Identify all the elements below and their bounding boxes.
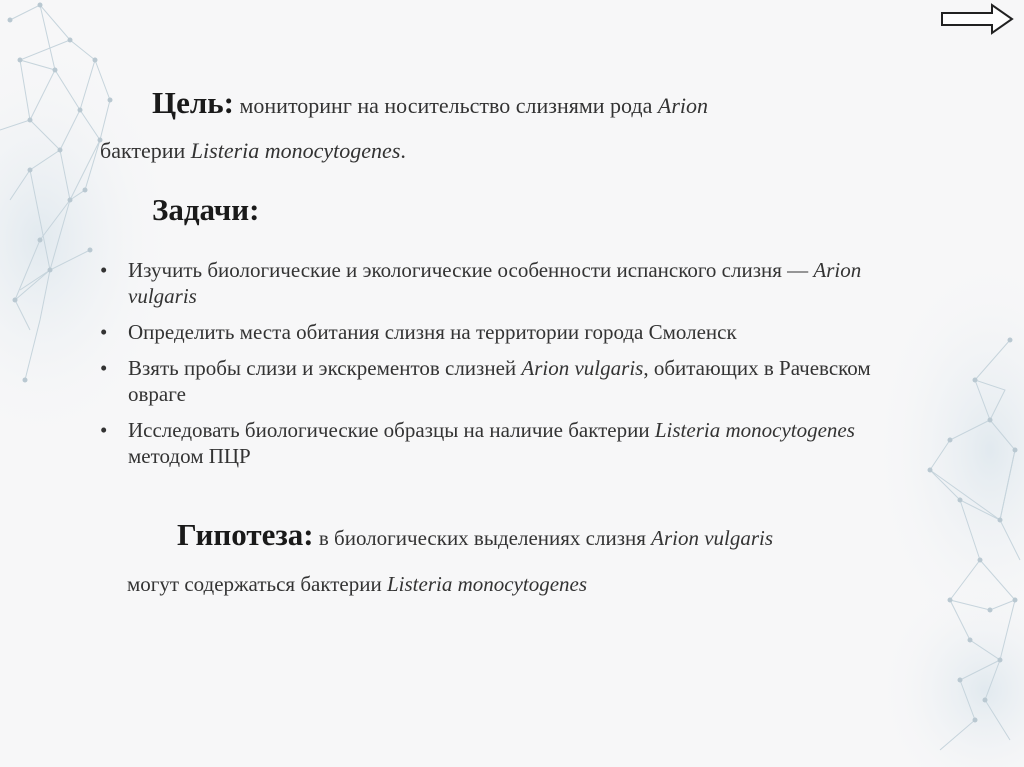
bullet: • xyxy=(100,258,108,282)
goal-species: Listeria monocytogenes xyxy=(190,138,401,163)
next-slide-button[interactable] xyxy=(940,3,1014,35)
goal-genus: Arion xyxy=(657,93,708,118)
list-item xyxy=(100,417,900,469)
task-text-2: , обитающих в Рачевском овраге xyxy=(128,356,871,406)
goal-heading: Цель: xyxy=(152,85,234,120)
tasks-list xyxy=(100,257,900,479)
task-text: Исследовать биологические образцы на наличие бактерии xyxy=(128,418,655,442)
task-text: Определить места обитания слизня на территории города Смоленск xyxy=(128,320,737,344)
bullet: • xyxy=(100,418,108,442)
tasks-heading: Задачи: xyxy=(152,192,260,227)
bullet: • xyxy=(100,356,108,380)
task-italic: Listeria monocytogenes xyxy=(654,418,855,442)
goal-text: мониторинг на носительство слизнями рода xyxy=(233,93,658,118)
list-item xyxy=(100,319,900,345)
bullet: • xyxy=(100,320,108,344)
hypothesis-paragraph xyxy=(127,512,947,607)
task-text-2: методом ПЦР xyxy=(128,444,251,468)
task-italic: Arion vulgaris xyxy=(521,356,644,380)
goal-paragraph xyxy=(100,80,920,173)
task-text: Взять пробы слизи и экскрементов слизней xyxy=(128,356,522,380)
hypothesis-text-2: могут содержаться бактерии xyxy=(127,572,387,596)
hypothesis-text: в биологических выделениях слизня xyxy=(313,526,652,550)
task-italic: Arion vulgaris xyxy=(128,258,862,308)
task-text: Изучить биологические и экологические особенности испанского слизня — xyxy=(128,258,814,282)
hypothesis-species: Arion vulgaris xyxy=(651,526,774,550)
hypothesis-bacteria: Listeria monocytogenes xyxy=(386,572,588,596)
goal-period: . xyxy=(400,138,406,163)
goal-text-2: бактерии xyxy=(100,138,191,163)
hypothesis-heading: Гипотеза: xyxy=(177,517,314,552)
list-item xyxy=(100,355,900,407)
right-arrow-icon xyxy=(940,3,1014,35)
list-item xyxy=(100,257,900,309)
